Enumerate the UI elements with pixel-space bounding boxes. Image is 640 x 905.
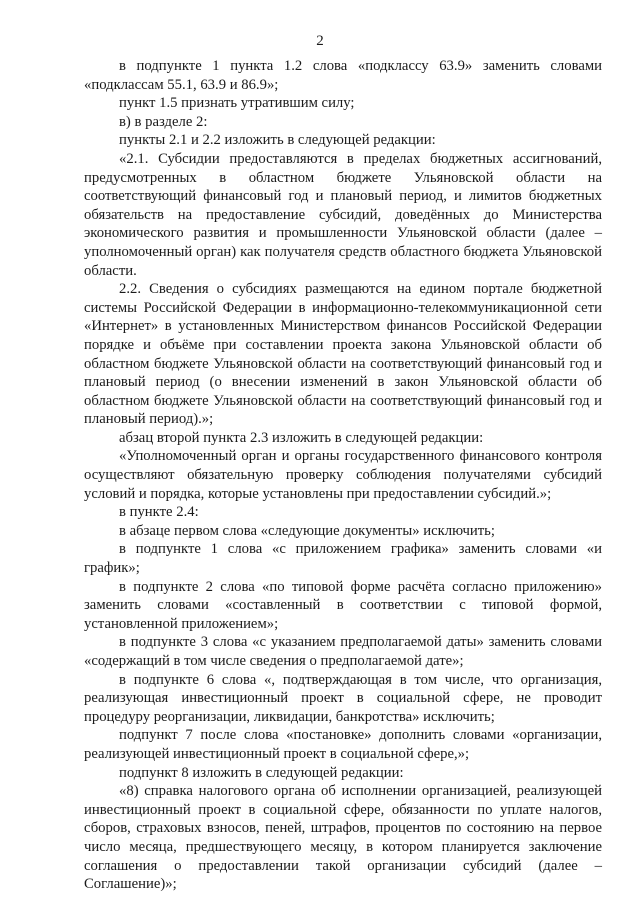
paragraph: в подпункте 1 слова «с приложением графика» заменить словами «и график»; <box>84 541 602 577</box>
paragraph: в абзаце первом слова «следующие документы» исключить; <box>119 522 495 539</box>
paragraph: в) в разделе 2: <box>119 113 208 130</box>
paragraph: подпункт 8 изложить в следующей редакции: <box>119 764 404 781</box>
paragraph: в подпункте 6 слова «, подтверждающая в том числе, что организация, реализующая инвестиционный проект в социальной сфере, не проводит процедуру реорганизации, ликвидации, банкротства» исключить; <box>84 671 602 725</box>
paragraph: 2.2. Сведения о субсидиях размещаются на едином портале бюджетной системы Российской Федерации в информационно-телекоммуникационной сети «Интернет» в установленных Министерством финансов Российской Федерации порядке и объёме при составлении проекта закона Ульяновской области об областном бюджете Ульяновской области на соответствующий финансовый год и плановый период (о внесении изменений в закон Ульяновской области об областном бюджете Ульяновской области на соответствующий финансовый год и плановый период).»; <box>84 281 602 428</box>
paragraph: пункты 2.1 и 2.2 изложить в следующей редакции: <box>119 132 436 149</box>
paragraph: абзац второй пункта 2.3 изложить в следующей редакции: <box>119 429 484 446</box>
paragraph: в пункте 2.4: <box>119 504 199 521</box>
paragraph: «Уполномоченный орган и органы государственного финансового контроля осуществляют обязательную проверку соблюдения получателями субсидий условий и порядка, которые установлены при предоставлении субсидий.»; <box>84 448 602 502</box>
paragraph: пункт 1.5 признать утратившим силу; <box>119 95 355 112</box>
paragraph: подпункт 7 после слова «постановке» дополнить словами «организации, реализующей инвестиционный проект в социальной сфере,»; <box>84 727 602 762</box>
paragraph: в подпункте 2 слова «по типовой форме расчёта согласно приложению» заменить словами «составленный в соответствии с типовой формой, установленной приложением»; <box>84 578 602 632</box>
paragraph: «8) справка налогового органа об исполнении организацией, реализующей инвестиционный проект в социальной сфере, обязанности по уплате налогов, сборов, страховых взносов, пеней, штрафов, процентов по состоянию на первое число месяца, предшествующего месяцу, в котором планируется заключение соглашения о предоставлении такой организации субсидий (далее – Соглашение)»; <box>84 783 602 893</box>
paragraph: в подпункте 1 пункта 1.2 слова «подклассу 63.9» заменить словами «подклассам 55.1, 63.9 и 86.9»; <box>84 58 602 93</box>
page-number: 2 <box>316 33 324 49</box>
document-body <box>84 57 602 894</box>
paragraph: «2.1. Субсидии предоставляются в пределах бюджетных ассигнований, предусмотренных в областном бюджете Ульяновской области на соответствующий финансовый год и плановый период, и лимитов бюджетных обязательств на предоставление субсидий, доведённых до Министерства экономического развития и промышленности Ульяновской области (далее – уполномоченный орган) как получателя средств областного бюджета Ульяновской области. <box>84 150 602 279</box>
paragraph: в подпункте 3 слова «с указанием предполагаемой даты» заменить словами «содержащий в том числе сведения о предполагаемой дате»; <box>84 634 602 669</box>
